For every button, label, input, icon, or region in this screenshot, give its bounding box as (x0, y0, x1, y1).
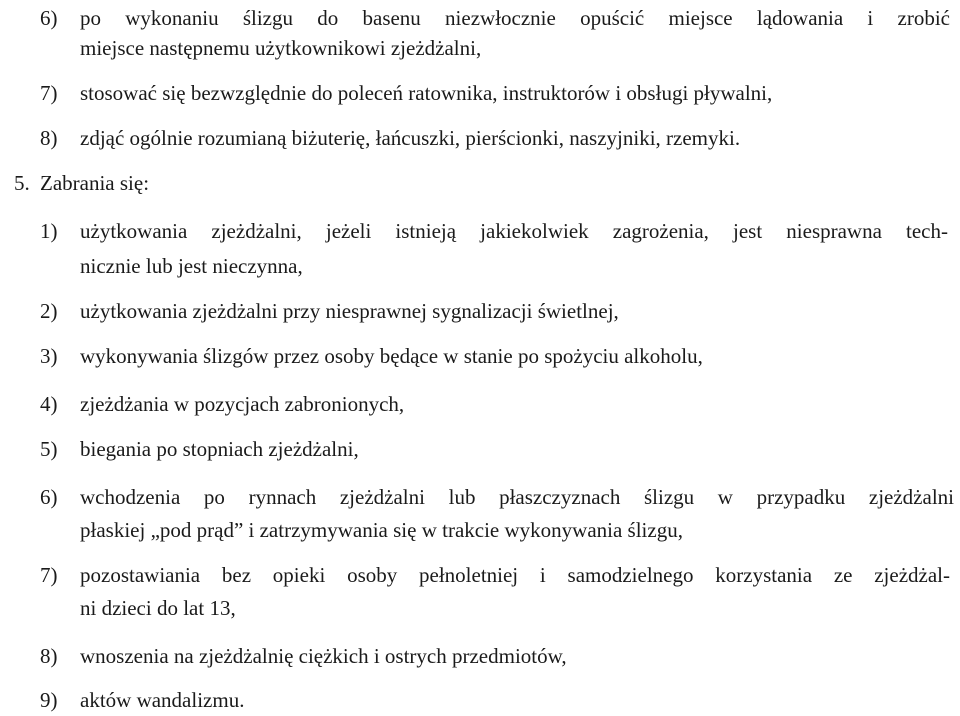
list-item-number: 2) (40, 299, 58, 323)
list-item-number: 1) (40, 219, 58, 243)
list-item-text: stosować się bezwzględnie do poleceń ratownika, instruktorów i obsługi pływalni, (80, 81, 773, 105)
list-item-text: użytkowania zjeżdżalni przy niesprawnej sygnalizacji świetlnej, (80, 299, 619, 323)
list-item-text: płaskiej „pod prąd” i zatrzymywania się w trakcie wykonywania ślizgu, (80, 518, 683, 542)
list-item-text: miejsce następnemu użytkownikowi zjeżdżalni, (80, 36, 482, 60)
list-item-number: 3) (40, 344, 58, 368)
list-item-text: biegania po stopniach zjeżdżalni, (80, 437, 359, 461)
list-item-number: 8) (40, 644, 58, 668)
list-item-text: nicznie lub jest nieczynna, (80, 254, 303, 278)
list-item-number: 9) (40, 688, 58, 712)
list-item-text: wykonywania ślizgów przez osoby będące w stanie po spożyciu alkoholu, (80, 344, 703, 368)
list-item-text: zdjąć ogólnie rozumianą biżuterię, łańcuszki, pierścionki, naszyjniki, rzemyki. (80, 126, 741, 150)
list-item-number: 7) (40, 81, 58, 105)
list-item-text: ni dzieci do lat 13, (80, 596, 236, 620)
list-item-text: pozostawiania bez opieki osoby pełnoletniej i samodzielnego korzystania ze zjeżdżal- (80, 563, 950, 587)
list-item-number: 4) (40, 392, 58, 416)
section-heading: Zabrania się: (40, 171, 150, 195)
list-item-text: użytkowania zjeżdżalni, jeżeli istnieją jakiekolwiek zagrożenia, jest niesprawna tech- (80, 219, 948, 243)
section-number: 5. (14, 171, 30, 195)
list-item-number: 6) (40, 485, 58, 509)
list-item-number: 7) (40, 563, 58, 587)
list-item-text: aktów wandalizmu. (80, 688, 245, 712)
list-item-number: 6) (40, 6, 58, 30)
list-item-text: wchodzenia po rynnach zjeżdżalni lub płaszczyznach ślizgu w przypadku zjeżdżalni (80, 485, 954, 509)
list-item-number: 8) (40, 126, 58, 150)
list-item-text: zjeżdżania w pozycjach zabronionych, (80, 392, 405, 416)
list-item-number: 5) (40, 437, 58, 461)
list-item-text: wnoszenia na zjeżdżalnię ciężkich i ostrych przedmiotów, (80, 644, 567, 668)
list-item-text: po wykonaniu ślizgu do basenu niezwłocznie opuścić miejsce lądowania i zrobić (80, 6, 950, 30)
